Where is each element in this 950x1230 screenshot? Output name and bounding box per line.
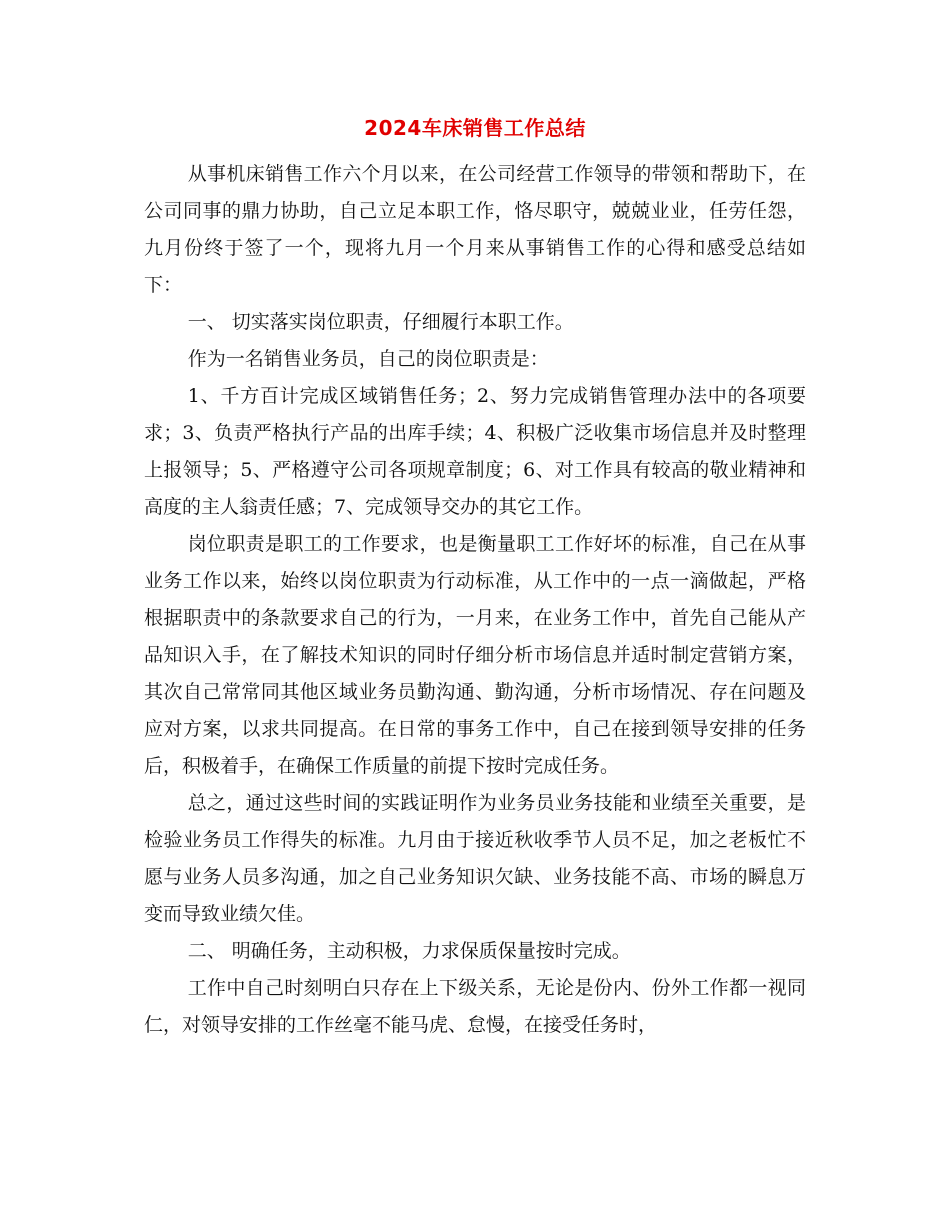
document-title: 2024车床销售工作总结	[364, 116, 586, 140]
section-heading-1: 一、 切实落实岗位职责，仔细履行本职工作。	[187, 311, 574, 333]
paragraph-tasks: 工作中自己时刻明白只存在上下级关系，无论是份内、份外工作都一视同仁，对领导安排的工作丝毫不能马虎、怠慢，在接受任务时，	[144, 977, 806, 1036]
paragraph-duties-standard: 岗位职责是职工的工作要求，也是衡量职工工作好坏的标准，自己在从事业务工作以来，始终以岗位职责为行动标准，从工作中的一点一滴做起，严格根据职责中的条款要求自己的行为，一月来，在业务工作中，首先自己能从产品知识入手，在了解技术知识的同时仔细分析市场信息并适时制定营销方案，其次自己常常同其他区域业务员勤沟通、勤沟通，分析市场情况、存在问题及应对方案，以求共同提高。在日常的事务工作中，自己在接到领导安排的任务后，积极着手，在确保工作质量的前提下按时完成任务。	[144, 533, 806, 777]
paragraph-duties-intro: 作为一名销售业务员，自己的岗位职责是：	[187, 348, 549, 370]
paragraph-duties-list: 1、千方百计完成区域销售任务；2、努力完成销售管理办法中的各项要求；3、负责严格执行产品的出库手续；4、积极广泛收集市场信息并及时整理上报领导；5、严格遵守公司各项规章制度；6、对工作具有较高的敬业精神和高度的主人翁责任感；7、完成领导交办的其它工作。	[144, 385, 806, 518]
paragraph-intro: 从事机床销售工作六个月以来，在公司经营工作领导的带领和帮助下，在公司同事的鼎力协助，自己立足本职工作，恪尽职守，兢兢业业，任劳任怨，九月份终于签了一个，现将九月一个月来从事销售工作的心得和感受总结如下：	[144, 163, 806, 296]
section-heading-2: 二、 明确任务，主动积极，力求保质保量按时完成。	[187, 940, 631, 962]
paragraph-summary: 总之，通过这些时间的实践证明作为业务员业务技能和业绩至关重要，是检验业务员工作得失的标准。九月由于接近秋收季节人员不足，加之老板忙不愿与业务人员多沟通，加之自己业务知识欠缺、业务技能不高、市场的瞬息万变而导致业绩欠佳。	[144, 792, 806, 925]
document-page	[144, 112, 806, 1044]
